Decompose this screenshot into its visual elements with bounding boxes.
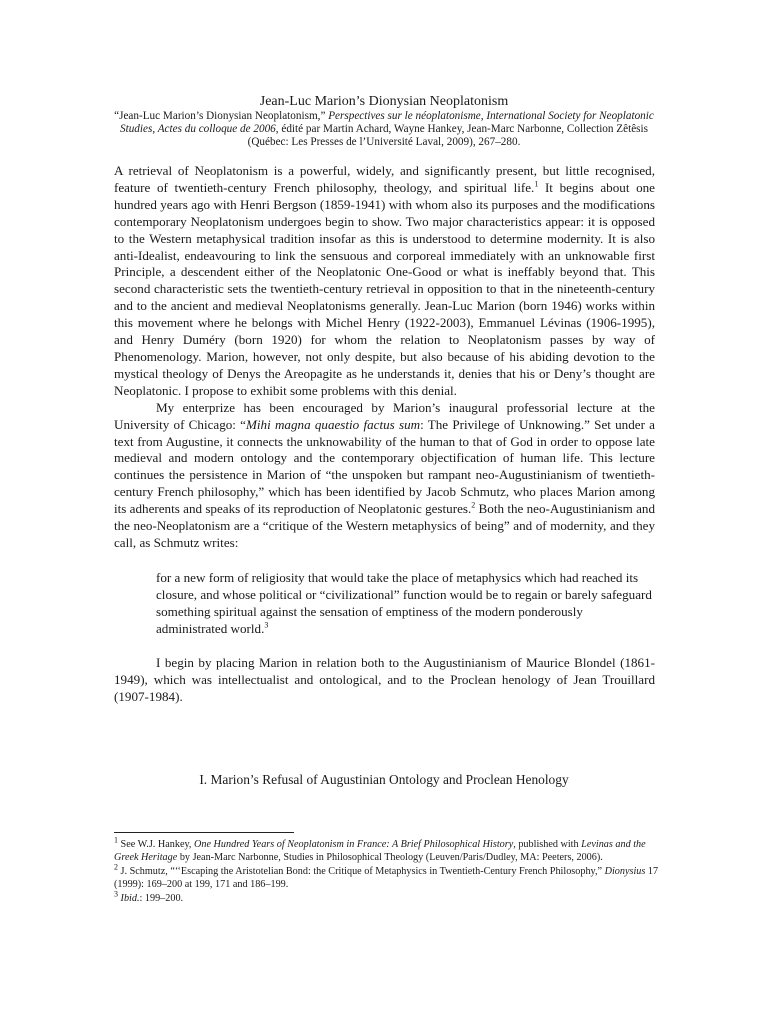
paragraph-text: It begins about one hundred years ago with Henri Bergson (1859-1941) with whom also its purposes and the modifications contemporary Neoplatonism undergoes begin to show. Two major characteristics appear: it is opposed to the Western metaphysical tradition insofar as this is understood to determine modernity. It is also anti-Idealist, endeavouring to link the sensuous and corporeal immediately with an unknowable first Principle, a descendent either of the Neoplatonic One-Good or what is ineffably beyond that. This second characteristic sets the twentieth-century retrieval in opposition to that in the nineteenth-century and to the ancient and medieval Neoplatonisms generally. Jean-Luc Marion (born 1946) works within this movement where he belongs with Michel Henry (1922-2003), Emmanuel Lévinas (1906-1995), and Henry Duméry (born 1920) for whom the relation to Neoplatonism passes by way of Phenomenology. Marion, however, not only despite, but also because of his abiding devotion to the mystical theology of Denys the Areopagite as he understands it, denies that his or Deny’s thought are Neoplatonic. I propose to exhibit some problems with this denial. bbox=[114, 179, 655, 398]
footnote-number: 1 bbox=[114, 835, 118, 845]
paragraph-text: Both the neo-Augustinianism and the neo-Neoplatonism are a “critique of the Western metaphysics of being” and of modernity, and they call, as Schmutz writes: bbox=[114, 501, 656, 550]
citation bbox=[110, 110, 658, 149]
paragraph-3: I begin by placing Marion in relation both to the Augustinianism of Maurice Blondel (1861-1949), which was intellectualist and ontological, and to the Proclean henology of Jean Trouillard (1907-1984). bbox=[114, 654, 655, 704]
footnote-text: by Jean-Marc Narbonne, Studies in Philosophical Theology (Leuven/Paris/Dudley, MA: Peeters, 2006). bbox=[177, 852, 603, 863]
paragraph-text: A retrieval of Neoplatonism is a powerful, widely, and significantly present, but little recognised, feature of twentieth-century French philosophy, theology, and spiritual life. bbox=[114, 163, 655, 195]
citation-italic: Perspectives sur le néoplatonisme, International Society for Neoplatonic Studies, Actes du colloque de 2006 bbox=[120, 110, 654, 135]
paragraph-2 bbox=[114, 400, 655, 552]
footnote-2 bbox=[114, 862, 662, 891]
footnote-text: J. Schmutz, “‘‘Escaping the Aristotelian Bond: the Critique of Metaphysics in Twentieth-Century French Philosophy,” bbox=[118, 866, 605, 877]
document-title: Jean-Luc Marion’s Dionysian Neoplatonism bbox=[259, 94, 509, 109]
footnote-text: 17 (1999): 169–200 at 199, 171 and 186–199. bbox=[114, 866, 659, 890]
footnote-italic: One Hundred Years of Neoplatonism in France: A Brief Philosophical History bbox=[194, 839, 514, 850]
footnote-3 bbox=[114, 889, 662, 905]
body-text bbox=[114, 163, 655, 706]
paragraph-text: My enterprize has been encouraged by Marion’s inaugural professorial lecture at the University of Chicago: “ bbox=[114, 399, 655, 432]
footnote-italic: Ibid. bbox=[120, 893, 140, 904]
footnote-1 bbox=[114, 835, 662, 864]
footnote-text: See W.J. Hankey, bbox=[118, 839, 195, 850]
footnote-number: 2 bbox=[114, 862, 118, 872]
footnote-number: 3 bbox=[114, 889, 118, 899]
footnote-text: : 199–200. bbox=[139, 893, 184, 904]
block-quote bbox=[156, 569, 655, 637]
footnote-italic: Dionysius bbox=[604, 866, 646, 877]
citation-text: “Jean-Luc Marion’s Dionysian Neoplatonism,” bbox=[114, 110, 329, 122]
footnote-ref-2[interactable]: 2 bbox=[471, 500, 476, 510]
latin-quote: Mihi magna quaestio factus sum bbox=[246, 416, 421, 432]
footnote-divider bbox=[114, 832, 294, 833]
paragraph-text: : The Privilege of Unknowing.” Set under a text from Augustine, it connects the unknowability of the human to that of God in order to oppose late medieval and modern ontology and the contemporary objectification of human life. This lecture continues the persistence in Marion of “the unspoken but rampant neo-Augustinianism of twentieth-century French philosophy,” which has been identified by Jacob Schmutz, who places Marion among its adherents and speaks of its reproduction of Neoplatonic gestures. bbox=[114, 416, 655, 517]
footnotes bbox=[114, 835, 662, 906]
citation-text-end: , édité par Martin Achard, Wayne Hankey, Jean-Marc Narbonne, Collection Zêtêsis (Québec: Les Presses de l’Université Laval, 2009), 267–280. bbox=[247, 123, 648, 148]
section-heading: I. Marion’s Refusal of Augustinian Ontology and Proclean Henology bbox=[199, 772, 569, 787]
footnote-italic: Levinas and the Greek Heritage bbox=[114, 839, 646, 863]
footnote-ref-1[interactable]: 1 bbox=[534, 179, 539, 189]
paragraph-1 bbox=[114, 163, 655, 400]
footnote-text: , published with bbox=[513, 839, 582, 850]
footnote-ref-3[interactable]: 3 bbox=[264, 620, 269, 630]
quote-text: for a new form of religiosity that would take the place of metaphysics which had reached its closure, and whose political or “civilizational” function would be to regain or barely safeguard something spiritual against the sensation of emptiness of the modern ponderously administrated world. bbox=[156, 569, 652, 636]
